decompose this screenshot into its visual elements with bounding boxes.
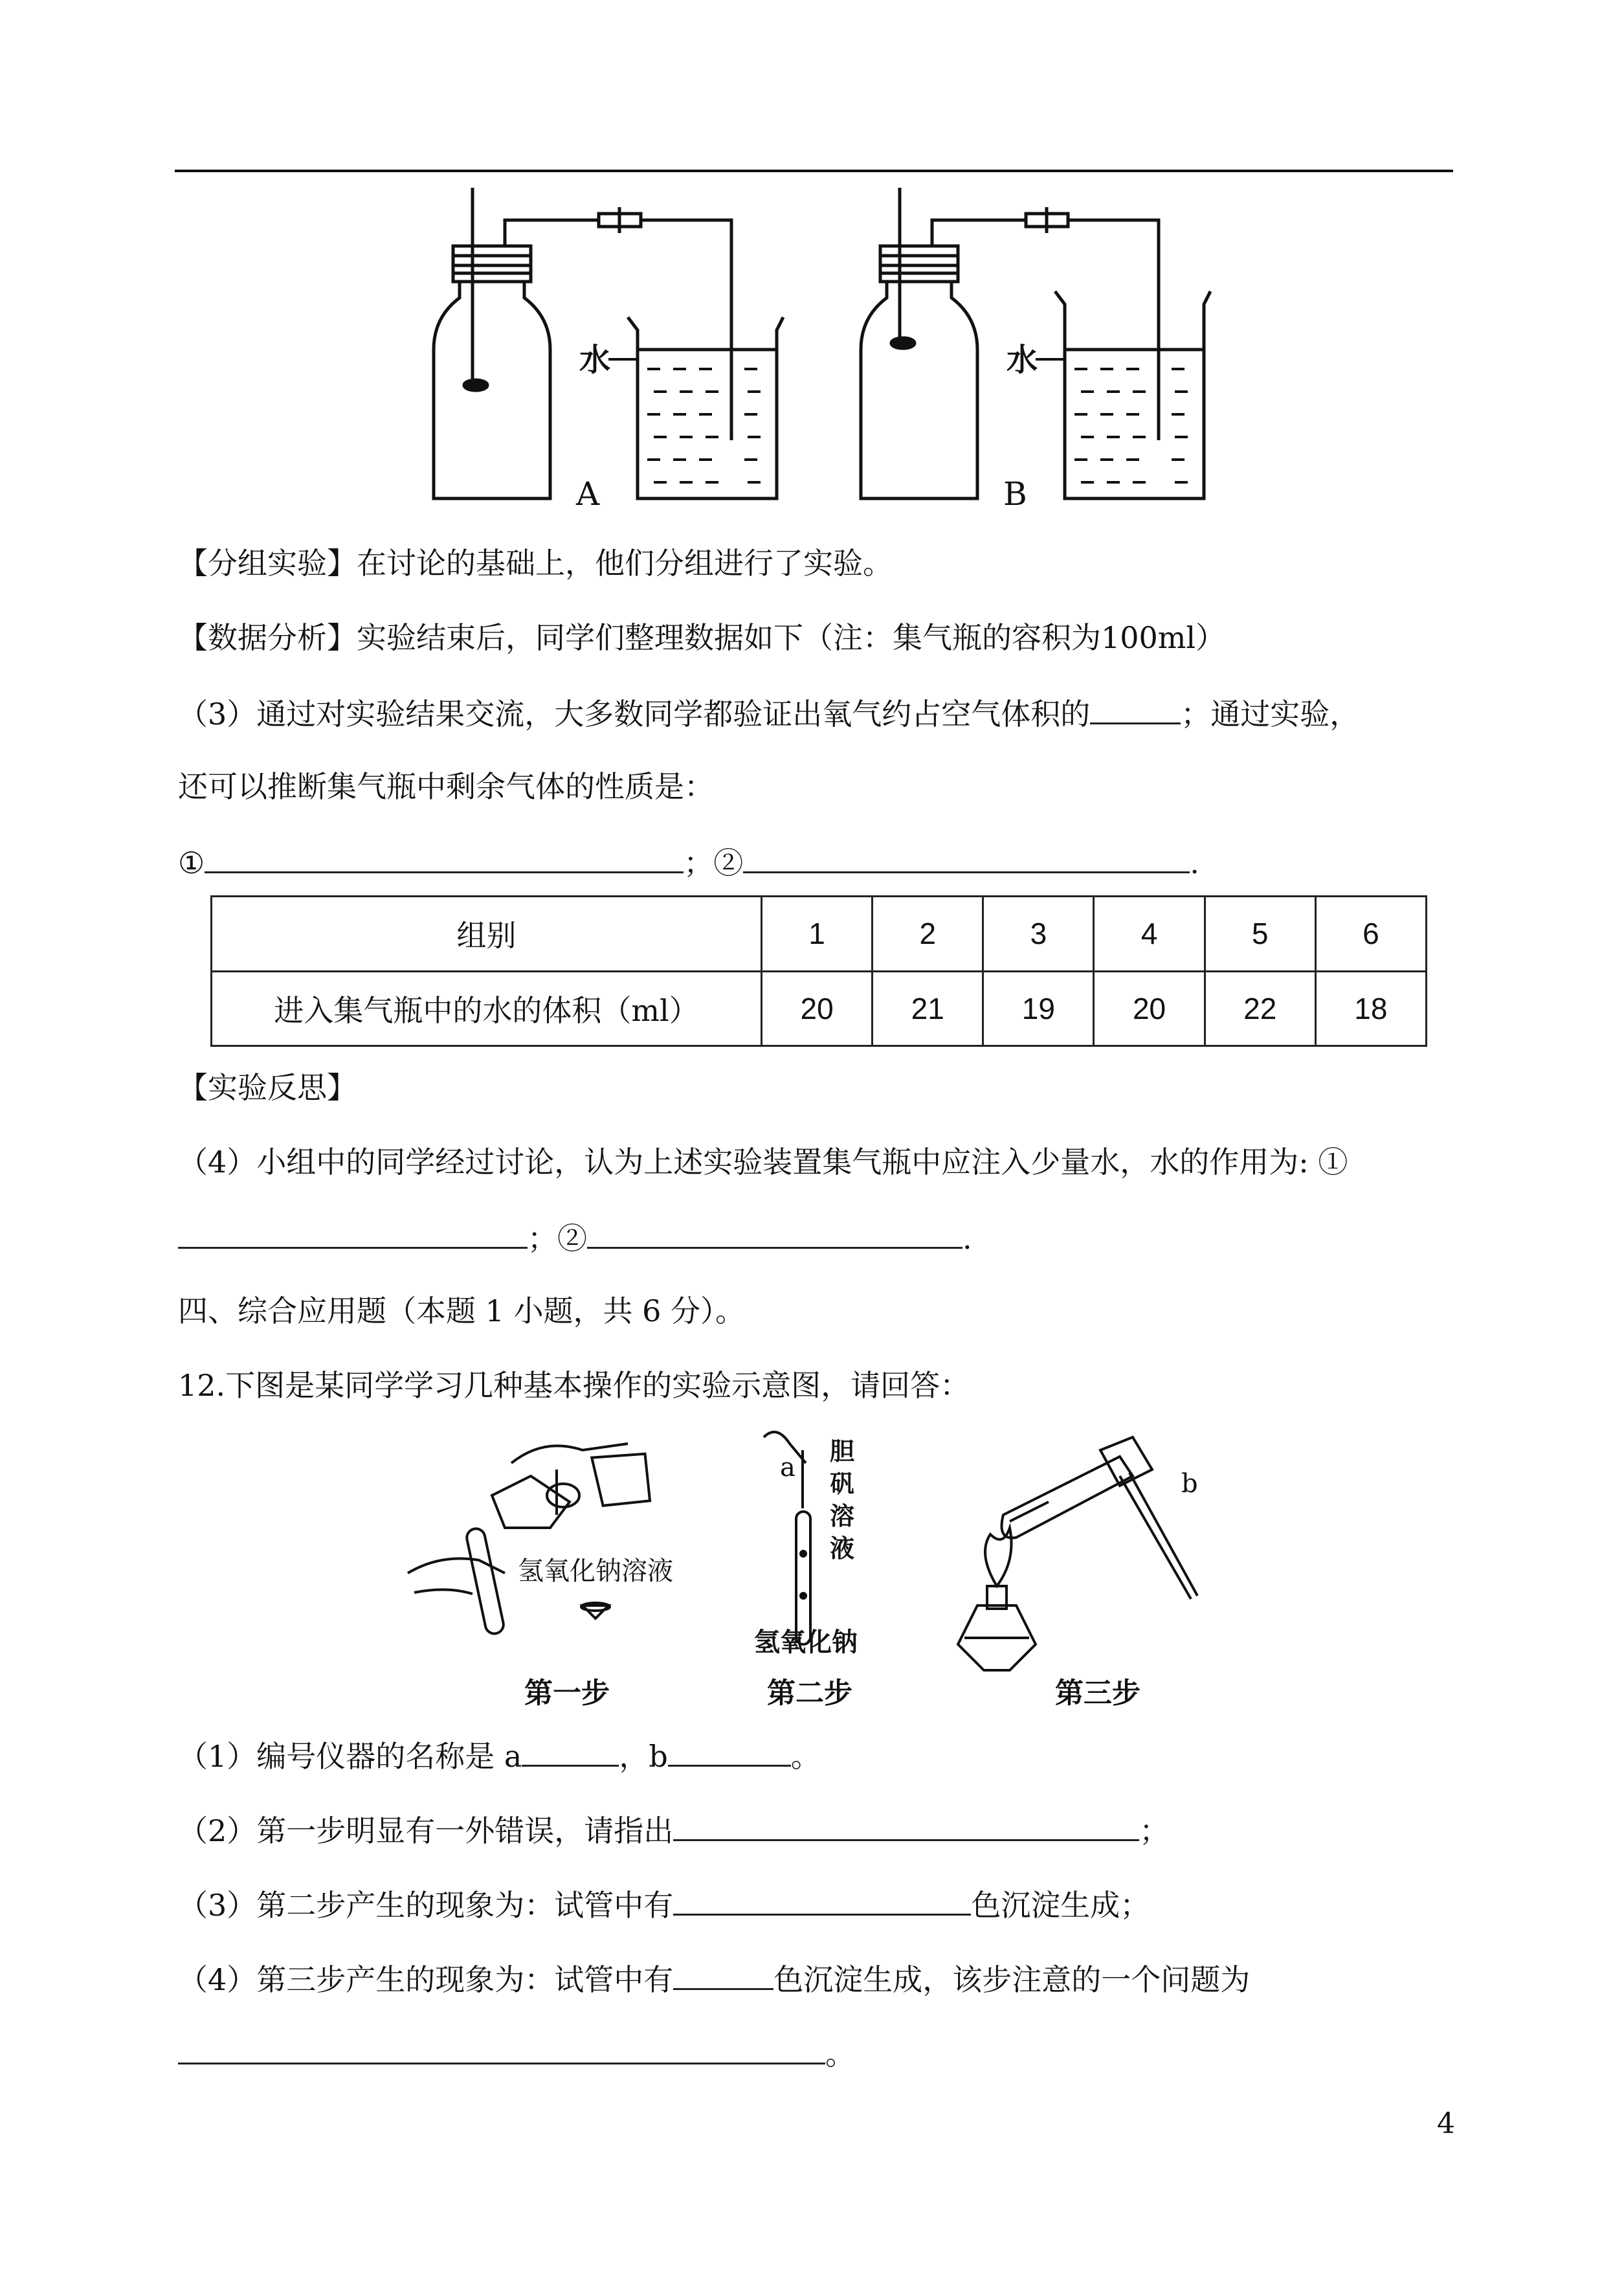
apparatus-a-label: A	[576, 475, 600, 513]
step3-illustration	[958, 1437, 1197, 1670]
table-cell: 3	[983, 897, 1094, 972]
q12-intro	[178, 1366, 970, 1405]
group-experiment-text: 【分组实验】在讨论的基础上，他们分组进行了实验。	[178, 546, 893, 581]
results-table	[210, 895, 1427, 1047]
q12-4-end: 。	[825, 2037, 855, 2072]
table-cell: 19	[983, 971, 1094, 1046]
q12-1-end: 。	[790, 1739, 821, 1774]
q4-end: .	[962, 1221, 972, 1256]
q12-2-line	[178, 1809, 1169, 1850]
q12-1-blank-a[interactable]	[522, 1735, 619, 1767]
q12-3-line	[178, 1884, 1150, 1925]
reflection-heading: 【实验反思】	[178, 1070, 357, 1105]
q3-circle-1: ①	[178, 845, 205, 880]
q4-answer-line	[178, 1217, 972, 1258]
table-cell: 20	[1094, 971, 1205, 1046]
copper-sulfate-char-2: 矾	[830, 1470, 855, 1498]
group-experiment-line	[178, 544, 893, 583]
q3-blank-1[interactable]	[205, 842, 684, 873]
q3-blank-2[interactable]	[743, 842, 1190, 873]
apparatus-b-label: B	[1003, 475, 1027, 513]
step1-illustration	[408, 1444, 658, 1635]
q4-line1	[178, 1143, 1348, 1181]
apparatus-figure	[414, 181, 1307, 518]
q3-answer-line	[178, 842, 1199, 882]
q3-line2-text: 还可以推断集气瓶中剩余气体的性质是：	[178, 769, 714, 804]
q12-1-blank-b[interactable]	[668, 1735, 791, 1767]
q12-2-end: ；	[1139, 1813, 1170, 1848]
q4-blank-1[interactable]	[178, 1217, 528, 1249]
q12-4-blank-issue[interactable]	[178, 2033, 825, 2064]
q12-2-blank[interactable]	[673, 1809, 1139, 1841]
q12-4-answer-line	[178, 2033, 855, 2074]
q12-4-text: （4）第三步产生的现象为：试管中有	[178, 1962, 674, 1997]
table-cell: 1	[762, 897, 873, 972]
q12-4-line	[178, 1958, 1250, 1999]
naoh-label: 氢氧化钠	[754, 1627, 858, 1657]
table-cell: 21	[873, 971, 983, 1046]
reflection-line	[178, 1068, 357, 1107]
q12-3-blank[interactable]	[673, 1884, 971, 1916]
section4-heading	[178, 1292, 745, 1330]
table-cell: 组别	[212, 897, 762, 972]
data-analysis-line	[178, 618, 1225, 657]
label-b: b	[1181, 1469, 1198, 1499]
label-a: a	[780, 1453, 795, 1482]
table-cell: 22	[1205, 971, 1315, 1046]
step3-label: 第三步	[1055, 1677, 1140, 1709]
q3-line2	[178, 767, 714, 806]
q3-circle-2: ；②	[684, 845, 744, 880]
q4-circle-2: ；②	[528, 1221, 587, 1256]
q12-3-end: 色沉淀生成；	[971, 1888, 1150, 1923]
table-cell: 20	[762, 971, 873, 1046]
operations-figure	[401, 1424, 1256, 1709]
step1-label: 第一步	[524, 1677, 610, 1709]
q3-text: （3）通过对实验结果交流，大多数同学都验证出氧气约占空气体积的	[178, 697, 1091, 732]
table-cell: 18	[1315, 971, 1426, 1046]
header-rule	[175, 170, 1453, 172]
step2-label: 第二步	[767, 1677, 852, 1709]
q3-blank-fraction[interactable]	[1090, 693, 1181, 724]
q12-1-text-b: ，b	[619, 1739, 668, 1774]
q12-text: 12.下图是某同学学习几种基本操作的实验示意图，请回答：	[178, 1368, 970, 1403]
copper-sulfate-char-4: 液	[830, 1534, 855, 1563]
section4-text: 四、综合应用题（本题 1 小题，共 6 分）。	[178, 1293, 746, 1328]
water-label-b: 水	[1007, 342, 1038, 378]
data-analysis-text: 【数据分析】实验结束后，同学们整理数据如下（注：集气瓶的容积为100ml）	[178, 620, 1226, 655]
table-cell: 2	[873, 897, 983, 972]
q12-1-line	[178, 1735, 821, 1776]
q12-4-text-mid: 色沉淀生成，该步注意的一个问题为	[773, 1962, 1251, 1997]
table-cell: 4	[1094, 897, 1205, 972]
table-cell: 进入集气瓶中的水的体积（ml）	[212, 971, 762, 1046]
naoh-solution-label: 氢氧化钠溶液	[518, 1556, 673, 1586]
water-dashes-a	[608, 359, 761, 482]
q4-blank-2[interactable]	[587, 1217, 962, 1249]
q12-3-text: （3）第二步产生的现象为：试管中有	[178, 1888, 674, 1923]
copper-sulfate-char-1: 胆	[830, 1437, 855, 1466]
q12-1-text: （1）编号仪器的名称是 a	[178, 1739, 522, 1774]
q12-2-text: （2）第一步明显有一外错误，请指出	[178, 1813, 674, 1848]
q3-end: .	[1190, 845, 1199, 880]
q3-line1	[178, 693, 1359, 733]
q4-text: （4）小组中的同学经过讨论，认为上述实验装置集气瓶中应注入少量水，水的作用为: ①	[178, 1145, 1348, 1180]
page-number: 4	[1437, 2107, 1455, 2140]
table-row	[212, 971, 1427, 1046]
q12-4-blank-color[interactable]	[673, 1958, 773, 1990]
water-label-a: 水	[579, 342, 611, 378]
table-cell: 5	[1205, 897, 1315, 972]
table-cell: 6	[1315, 897, 1426, 972]
water-dashes-b	[1036, 359, 1188, 482]
q3-text-cont: ；通过实验，	[1181, 697, 1360, 732]
table-row	[212, 897, 1427, 972]
copper-sulfate-char-3: 溶	[830, 1502, 855, 1530]
